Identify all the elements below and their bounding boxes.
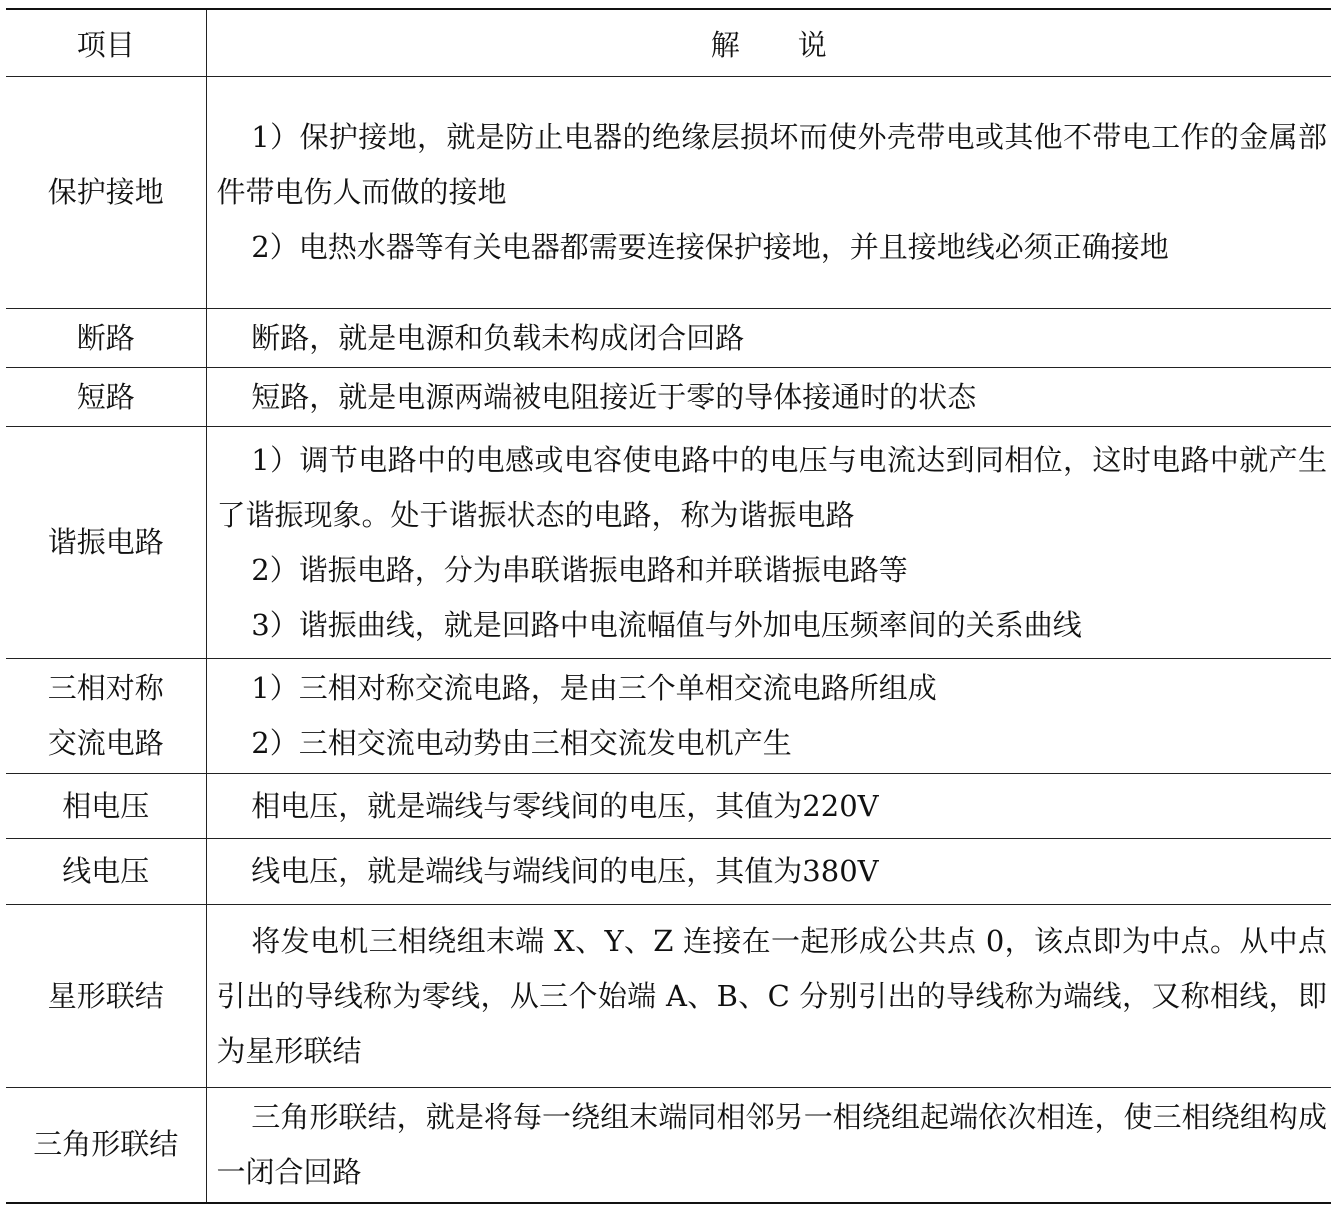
table-row bbox=[6, 1088, 1331, 1203]
row-item: 保护接地 bbox=[6, 77, 206, 309]
table-row bbox=[6, 839, 1331, 905]
table-row bbox=[6, 77, 1331, 309]
row-item-line: 交流电路 bbox=[47, 726, 164, 760]
row-description bbox=[206, 659, 1331, 774]
description-paragraph: 1）调节电路中的电感或电容使电路中的电压与电流达到同相位，这时电路中就产生了谐振现象。处于谐振状态的电路，称为谐振电路 bbox=[216, 442, 1327, 532]
row-item: 星形联结 bbox=[6, 905, 206, 1088]
row-item: 线电压 bbox=[6, 839, 206, 905]
table-header-row bbox=[6, 9, 1331, 77]
description-paragraph: 三角形联结，就是将每一绕组末端同相邻另一相绕组起端依次相连，使三相绕组构成一闭合回路 bbox=[216, 1099, 1327, 1189]
description-paragraph: 短路，就是电源两端被电阻接近于零的导体接通时的状态 bbox=[251, 379, 977, 414]
header-description: 解 说 bbox=[710, 27, 827, 62]
row-description bbox=[206, 1088, 1331, 1203]
row-description bbox=[206, 427, 1331, 659]
row-description bbox=[206, 774, 1331, 839]
row-item-line: 三相对称 bbox=[47, 671, 164, 705]
row-item: 短路 bbox=[6, 368, 206, 427]
description-paragraph: 1）保护接地，就是防止电器的绝缘层损坏而使外壳带电或其他不带电工作的金属部件带电伤人而做的接地 bbox=[216, 120, 1327, 209]
row-item: 相电压 bbox=[6, 774, 206, 839]
description-paragraph: 断路，就是电源和负载未构成闭合回路 bbox=[251, 320, 745, 355]
table-row bbox=[6, 309, 1331, 368]
description-paragraph: 2）谐振电路，分为串联谐振电路和并联谐振电路等 bbox=[251, 552, 908, 587]
table-row bbox=[6, 905, 1331, 1088]
row-description bbox=[206, 905, 1331, 1088]
table-row bbox=[6, 659, 1331, 774]
description-paragraph: 将发电机三相绕组末端 X、Y、Z 连接在一起形成公共点 0，该点即为中点。从中点引出的导线称为零线，从三个始端 A、B、C 分别引出的导线称为端线，又称相线，即为星形联结 bbox=[216, 923, 1327, 1068]
description-paragraph: 线电压，就是端线与端线间的电压，其值为380V bbox=[251, 854, 879, 888]
description-paragraph: 2）电热水器等有关电器都需要连接保护接地，并且接地线必须正确接地 bbox=[251, 230, 1169, 264]
row-description bbox=[206, 839, 1331, 905]
description-paragraph: 3）谐振曲线，就是回路中电流幅值与外加电压频率间的关系曲线 bbox=[251, 607, 1082, 642]
row-item: 断路 bbox=[6, 309, 206, 368]
definitions-table bbox=[6, 8, 1331, 1204]
table-row bbox=[6, 427, 1331, 659]
description-paragraph: 相电压，就是端线与零线间的电压，其值为220V bbox=[251, 788, 879, 823]
row-item: 谐振电路 bbox=[6, 427, 206, 659]
header-item: 项目 bbox=[6, 9, 206, 77]
table-row bbox=[6, 368, 1331, 427]
row-item bbox=[6, 659, 206, 774]
table-row bbox=[6, 774, 1331, 839]
row-item: 三角形联结 bbox=[6, 1088, 206, 1203]
row-description bbox=[206, 368, 1331, 427]
description-paragraph: 2）三相交流电动势由三相交流发电机产生 bbox=[251, 726, 792, 760]
row-description bbox=[206, 309, 1331, 368]
description-paragraph: 1）三相对称交流电路，是由三个单相交流电路所组成 bbox=[251, 671, 937, 705]
row-description bbox=[206, 77, 1331, 309]
